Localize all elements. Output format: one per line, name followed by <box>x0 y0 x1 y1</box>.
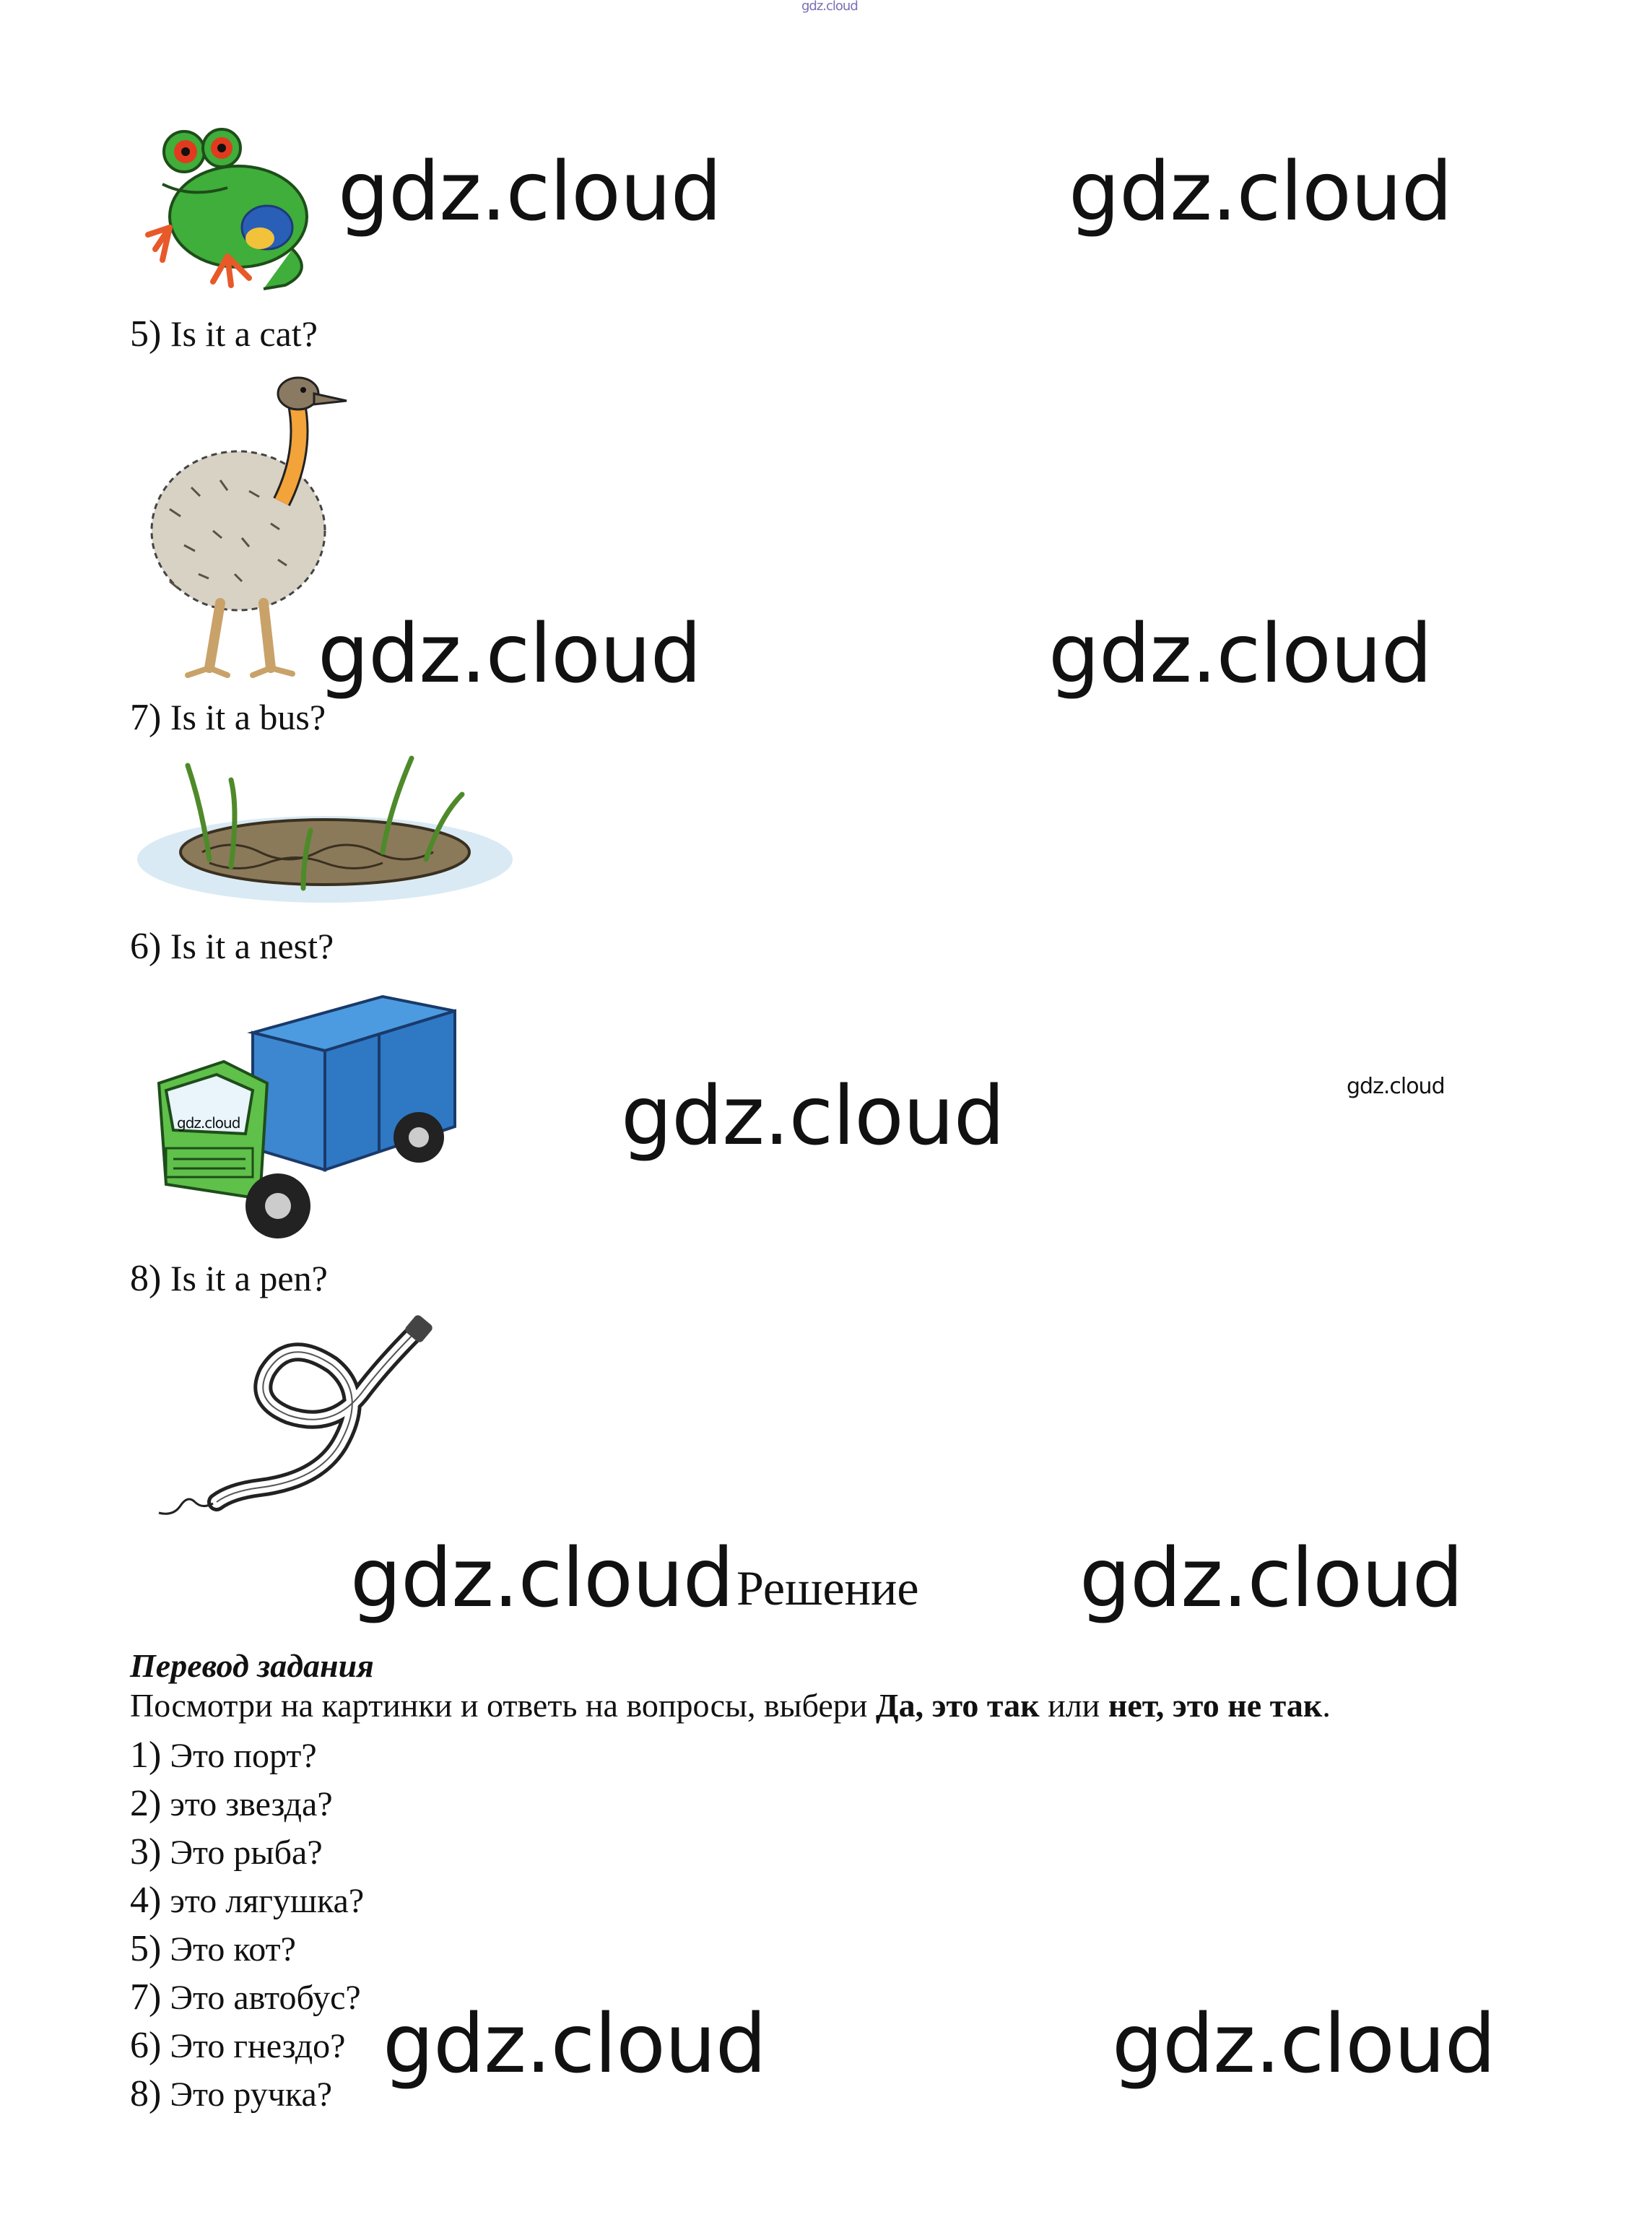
question-8: 8) Is it a pen? <box>130 1258 328 1299</box>
watermark: gdz.cloud <box>1048 607 1432 701</box>
question-7: 7) Is it a bus? <box>130 697 326 738</box>
truck-watermark: gdz.cloud <box>177 1114 240 1132</box>
translation-item: 7) Это автобус? <box>130 1976 361 2018</box>
watermark: gdz.cloud <box>350 1532 734 1626</box>
translation-item: 2) это звезда? <box>130 1783 333 1824</box>
question-6: 6) Is it a nest? <box>130 926 334 967</box>
translation-item: 6) Это гнездо? <box>130 2025 346 2066</box>
watermark: gdz.cloud <box>1112 1997 1495 2091</box>
translation-item: 8) Это ручка? <box>130 2073 333 2114</box>
knotted-pen-illustration <box>144 1307 448 1524</box>
translation-item: 1) Это порт? <box>130 1735 317 1776</box>
watermark: gdz.cloud <box>318 607 701 701</box>
watermark: gdz.cloud <box>338 145 721 239</box>
watermark-small: gdz.cloud <box>1347 1074 1445 1099</box>
question-5: 5) Is it a cat? <box>130 313 318 355</box>
frog-illustration <box>141 119 329 300</box>
top-watermark: gdz.cloud <box>801 0 858 14</box>
translation-item: 3) Это рыба? <box>130 1831 323 1872</box>
translation-item: 5) Это кот? <box>130 1928 296 1969</box>
translation-item: 4) это лягушка? <box>130 1880 365 1921</box>
watermark: gdz.cloud <box>1079 1532 1463 1626</box>
nest-illustration <box>130 751 520 917</box>
watermark: gdz.cloud <box>383 1997 766 2091</box>
watermark: gdz.cloud <box>1069 145 1452 239</box>
solution-heading: Решение <box>736 1561 919 1615</box>
translation-title: Перевод задания <box>130 1647 374 1684</box>
watermark: gdz.cloud <box>621 1069 1004 1163</box>
truck-illustration <box>144 982 462 1249</box>
translation-intro: Посмотри на картинки и ответь на вопросы, выбери Да, это так или нет, это не так. <box>130 1687 1331 1724</box>
